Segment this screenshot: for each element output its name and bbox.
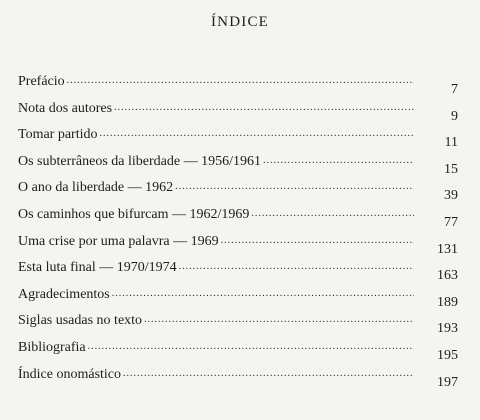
toc-entry-title: Agradecimentos xyxy=(18,286,110,302)
dot-leader xyxy=(114,103,414,115)
dot-leader xyxy=(112,289,414,301)
dot-leader xyxy=(88,342,414,354)
dot-leader xyxy=(221,236,414,248)
dot-leader xyxy=(175,182,414,194)
toc-entry-title: Os subterrâneos da liberdade — 1956/1961 xyxy=(18,153,261,169)
dot-leader xyxy=(67,76,414,88)
toc-entry-ano-da-liberdade xyxy=(18,180,460,207)
toc-entry-nota-dos-autores xyxy=(18,101,460,128)
toc-entry-page: 9 xyxy=(451,108,458,124)
toc-entry-title: Os caminhos que bifurcam — 1962/1969 xyxy=(18,206,250,222)
toc-entry-page: 131 xyxy=(437,241,458,257)
toc-entry-page: 15 xyxy=(444,161,458,177)
toc-entry-title: O ano da liberdade — 1962 xyxy=(18,180,174,196)
toc-entry-title: Nota dos autores xyxy=(18,100,113,116)
dot-leader xyxy=(123,369,414,381)
toc-entry-crise-por-uma-palavra xyxy=(18,234,460,261)
toc-entry-bibliografia xyxy=(18,340,460,367)
dot-leader xyxy=(251,209,414,221)
toc-entry-agradecimentos xyxy=(18,287,460,314)
toc-entry-subterraneos-da-liberdade xyxy=(18,154,460,181)
toc-entry-page: 77 xyxy=(444,214,458,230)
toc-entry-title: Siglas usadas no texto xyxy=(18,313,143,329)
toc-entry-page: 197 xyxy=(437,374,458,390)
dot-leader xyxy=(144,315,414,327)
toc-entry-esta-luta-final xyxy=(18,260,460,287)
toc-entry-siglas-usadas xyxy=(18,313,460,340)
toc-entry-title: Índice onomástico xyxy=(18,366,122,382)
toc-entry-page: 163 xyxy=(437,268,458,284)
toc-entry-title: Tomar partido xyxy=(18,127,98,143)
toc-entry-prefacio xyxy=(18,74,460,101)
dot-leader xyxy=(100,129,415,141)
toc-entry-page: 195 xyxy=(437,347,458,363)
toc-entry-page: 7 xyxy=(451,82,458,97)
dot-leader xyxy=(263,156,414,168)
toc-entry-tomar-partido xyxy=(18,127,460,154)
toc-entry-caminhos-que-bifurcam xyxy=(18,207,460,234)
toc-entry-page: 11 xyxy=(444,135,458,151)
toc-entry-title: Esta luta final — 1970/1974 xyxy=(18,260,177,276)
toc-entry-page: 189 xyxy=(437,294,458,310)
toc-entry-page: 39 xyxy=(444,188,458,204)
toc-entry-indice-onomastico xyxy=(18,367,460,394)
table-of-contents xyxy=(18,74,460,393)
toc-entry-title: Bibliografia xyxy=(18,339,86,355)
page-title: ÍNDICE xyxy=(210,14,270,30)
toc-entry-page: 193 xyxy=(437,321,458,337)
toc-entry-title: Uma crise por uma palavra — 1969 xyxy=(18,233,219,249)
dot-leader xyxy=(179,262,414,274)
toc-entry-title: Prefácio xyxy=(18,74,65,89)
